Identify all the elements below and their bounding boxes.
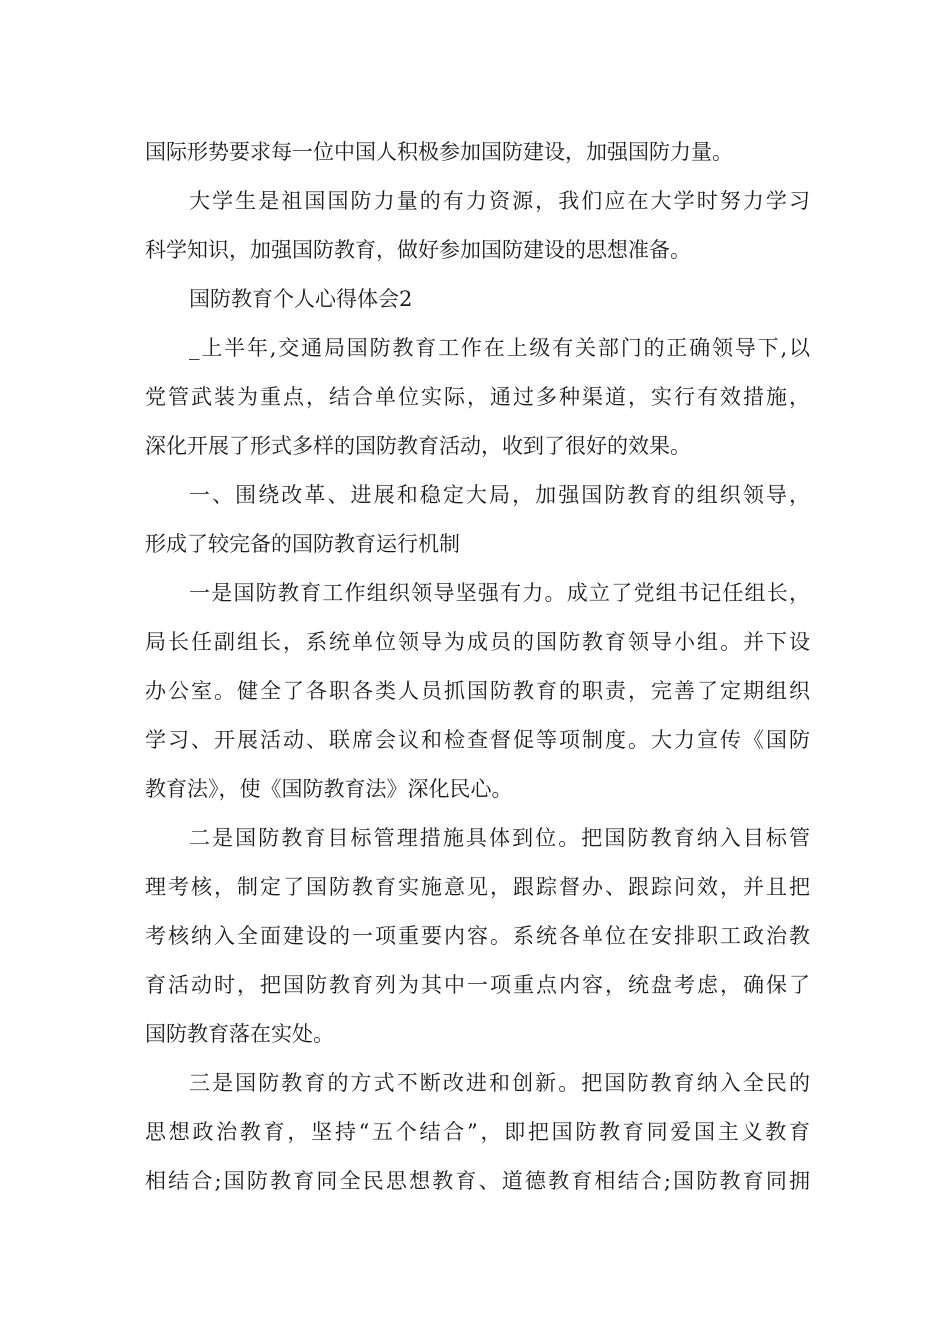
document-body [145, 128, 810, 1206]
text-line: 二是国防教育目标管理措施具体到位。把国防教育纳入目标管 [189, 826, 810, 850]
text-line: 思想政治教育，坚持“五个结合”，即把国防教育同爱国主义教育 [145, 1120, 810, 1144]
text-line: 国防教育落在实处。 [145, 1022, 334, 1046]
text-line: 一是国防教育工作组织领导坚强有力。成立了党组书记任组长， [189, 581, 810, 605]
text-line: 一、围绕改革、进展和稳定大局，加强国防教育的组织领导， [189, 483, 810, 507]
text-line: 深化开展了形式多样的国防教育活动，收到了很好的效果。 [145, 434, 691, 458]
text-line: 党管武装为重点，结合单位实际，通过多种渠道，实行有效措施， [145, 385, 810, 409]
text-line: 考核纳入全面建设的一项重要内容。系统各单位在安排职工政治教 [145, 924, 810, 948]
text-line: 相结合;国防教育同全民思想教育、道德教育相结合;国防教育同拥 [145, 1169, 810, 1193]
text-line: 科学知识，加强国防教育，做好参加国防建设的思想准备。 [145, 238, 691, 262]
text-line: 国防教育个人心得体会2 [189, 287, 413, 311]
text-line: 大学生是祖国国防力量的有力资源，我们应在大学时努力学习 [189, 189, 810, 213]
text-line: 教育法》，使《国防教育法》深化民心。 [145, 777, 513, 801]
text-line: 理考核，制定了国防教育实施意见，跟踪督办、跟踪问效，并且把 [145, 875, 810, 899]
text-line: 局长任副组长，系统单位领导为成员的国防教育领导小组。并下设 [145, 630, 810, 654]
text-line: 育活动时，把国防教育列为其中一项重点内容，统盘考虑，确保了 [145, 973, 810, 997]
text-line: 办公室。健全了各职各类人员抓国防教育的职责，完善了定期组织 [145, 679, 810, 703]
text-line: 学习、开展活动、联席会议和检查督促等项制度。大力宣传《国防 [145, 728, 810, 752]
text-line: 三是国防教育的方式不断改进和创新。把国防教育纳入全民的 [189, 1071, 810, 1095]
text-line: 国际形势要求每一位中国人积极参加国防建设，加强国防力量。 [145, 140, 733, 164]
text-line: 形成了较完备的国防教育运行机制 [145, 532, 460, 556]
text-line: _上半年,交通局国防教育工作在上级有关部门的正确领导下,以 [189, 336, 810, 360]
